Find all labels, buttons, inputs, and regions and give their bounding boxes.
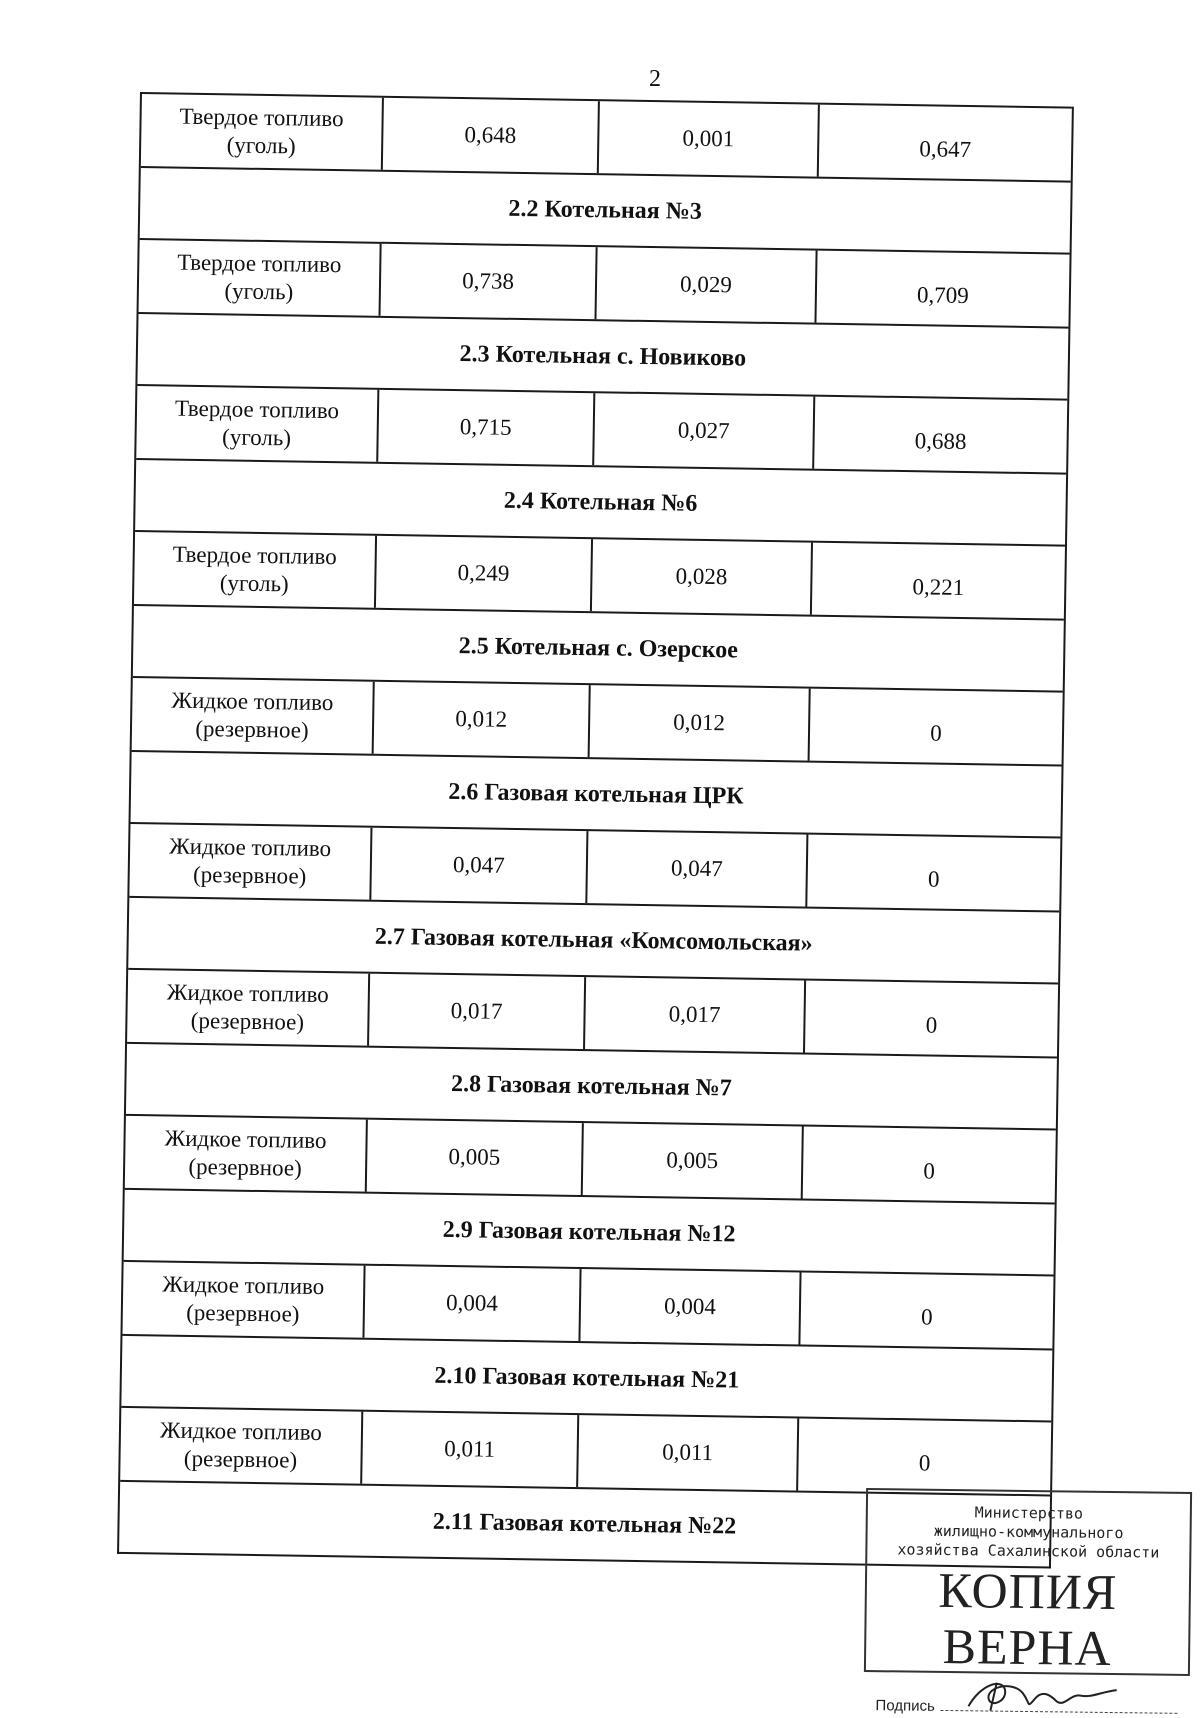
section-heading-row: 2.3 Котельная с. Новиково xyxy=(137,312,1068,399)
value-text: 0,012 xyxy=(673,709,726,736)
fuel-type-label: Твердое топливо xyxy=(179,103,344,132)
value-text: 0,029 xyxy=(679,271,733,298)
table-row xyxy=(132,676,1063,765)
value-text: 0 xyxy=(930,720,942,746)
value-cell xyxy=(581,1123,802,1198)
table-row xyxy=(127,968,1058,1057)
handwritten-signature xyxy=(961,1674,1121,1716)
fuel-type-label: Жидкое топливо xyxy=(159,1417,323,1446)
value-text: 0,011 xyxy=(662,1439,714,1466)
value-text: 0,221 xyxy=(912,574,965,601)
page-number: 2 xyxy=(649,66,661,92)
fuel-type-cell xyxy=(129,824,370,900)
value-cell xyxy=(817,105,1072,181)
value-cell xyxy=(369,828,586,903)
value-text: 0,004 xyxy=(445,1289,499,1316)
value-text: 0,047 xyxy=(452,852,505,878)
signature-line xyxy=(941,1680,1178,1714)
value-text: 0,012 xyxy=(455,706,508,732)
fuel-type-label: Жидкое топливо xyxy=(164,1125,327,1154)
fuel-type-label: (уголь) xyxy=(219,570,289,597)
fuel-type-cell xyxy=(134,532,375,608)
value-cell xyxy=(594,247,815,322)
section-heading-row: 2.7 Газовая котельная «Комсомольская» xyxy=(128,896,1059,983)
stamp-sign-label: Подпись xyxy=(875,1697,935,1715)
value-text: 0,249 xyxy=(457,560,510,586)
value-cell xyxy=(803,981,1058,1057)
value-text: 0,715 xyxy=(459,414,512,440)
value-cell xyxy=(801,1127,1056,1203)
section-heading-row: 2.2 Котельная №3 xyxy=(140,166,1071,253)
value-cell xyxy=(360,1412,577,1487)
fuel-type-label: Жидкое топливо xyxy=(171,687,334,716)
table-row xyxy=(139,238,1070,327)
fuel-type-label: Твердое топливо xyxy=(172,541,337,570)
value-text: 0,709 xyxy=(916,282,969,309)
fuel-type-cell xyxy=(122,1262,363,1338)
fuel-type-label: Твердое топливо xyxy=(174,395,340,424)
section-heading-row: 2.5 Котельная с. Озерское xyxy=(133,604,1064,691)
value-text: 0,027 xyxy=(677,417,730,444)
value-text: 0 xyxy=(923,1158,936,1184)
fuel-type-label: (уголь) xyxy=(224,278,294,305)
fuel-type-label: (резервное) xyxy=(190,1007,305,1035)
value-text: 0,017 xyxy=(668,1001,721,1028)
value-cell xyxy=(365,1120,582,1195)
value-cell xyxy=(376,390,593,465)
stamp-ministry-line: хозяйства Сахалинской области xyxy=(897,1540,1160,1562)
value-cell xyxy=(585,831,806,906)
fuel-type-label: (резервное) xyxy=(185,1299,300,1327)
certification-stamp xyxy=(864,1488,1192,1715)
section-heading-row: 2.9 Газовая котельная №12 xyxy=(124,1188,1055,1275)
section-heading-row: 2.6 Газовая котельная ЦРК xyxy=(131,750,1062,837)
value-cell xyxy=(362,1266,579,1341)
value-text: 0 xyxy=(927,866,940,892)
fuel-type-label: (уголь) xyxy=(226,132,296,159)
table-row xyxy=(136,384,1067,473)
value-cell xyxy=(592,393,813,468)
value-cell xyxy=(578,1269,799,1344)
fuel-type-cell xyxy=(120,1408,361,1484)
value-cell xyxy=(374,536,591,611)
value-cell xyxy=(372,682,589,757)
table-row xyxy=(141,92,1072,181)
value-cell xyxy=(590,539,811,614)
fuel-reserve-table xyxy=(117,92,1074,1568)
value-cell xyxy=(367,974,584,1049)
value-text: 0,004 xyxy=(663,1293,717,1320)
fuel-type-cell xyxy=(141,94,382,170)
table-row xyxy=(120,1406,1051,1495)
section-heading-row: 2.11 Газовая котельная №22 xyxy=(119,1480,1050,1567)
table-row xyxy=(125,1114,1056,1203)
fuel-type-label: (резервное) xyxy=(195,715,309,743)
value-text: 0,005 xyxy=(448,1143,501,1170)
fuel-type-cell xyxy=(127,970,368,1046)
section-heading-row: 2.8 Газовая котельная №7 xyxy=(126,1042,1057,1129)
table-row xyxy=(129,822,1060,911)
fuel-type-label: Жидкое топливо xyxy=(166,979,329,1008)
fuel-type-label: Жидкое топливо xyxy=(168,833,332,862)
value-cell xyxy=(796,1418,1051,1494)
table-row xyxy=(122,1260,1053,1349)
value-text: 0 xyxy=(920,1304,933,1330)
fuel-type-cell xyxy=(132,678,373,754)
value-text: 0,047 xyxy=(670,855,723,882)
value-cell xyxy=(814,251,1069,327)
value-text: 0,005 xyxy=(666,1147,719,1174)
value-cell xyxy=(810,543,1065,619)
value-text: 0,738 xyxy=(462,268,515,294)
value-cell xyxy=(808,689,1063,765)
value-cell xyxy=(379,244,596,319)
value-text: 0,017 xyxy=(450,997,503,1024)
value-cell xyxy=(812,397,1067,473)
fuel-type-cell xyxy=(125,1116,366,1192)
section-heading-row: 2.10 Газовая котельная №21 xyxy=(121,1334,1052,1421)
stamp-signature-row xyxy=(875,1679,1187,1718)
stamp-title: КОПИЯ ВЕРНА xyxy=(938,1561,1118,1677)
value-text: 0,648 xyxy=(464,122,517,148)
fuel-type-cell xyxy=(139,240,380,316)
value-text: 0 xyxy=(918,1450,931,1476)
fuel-type-label: (резервное) xyxy=(183,1445,298,1473)
table-row xyxy=(134,530,1065,619)
value-text: 0,028 xyxy=(675,563,728,590)
fuel-type-label: (резервное) xyxy=(192,861,307,889)
value-text: 0,001 xyxy=(682,125,735,152)
fuel-type-label: Жидкое топливо xyxy=(162,1271,325,1300)
value-cell xyxy=(576,1415,797,1490)
value-cell xyxy=(588,685,809,760)
fuel-type-label: Твердое топливо xyxy=(177,249,342,278)
stamp-ministry-line: Министерство xyxy=(974,1503,1084,1523)
value-cell xyxy=(805,835,1060,911)
stamp-ministry-line: жилищно-коммунального xyxy=(933,1521,1124,1543)
fuel-type-label: (резервное) xyxy=(188,1153,302,1181)
value-cell xyxy=(798,1273,1053,1349)
value-text: 0 xyxy=(925,1012,938,1038)
value-cell xyxy=(583,977,804,1052)
section-heading-row: 2.4 Котельная №6 xyxy=(135,458,1066,545)
fuel-type-label: (уголь) xyxy=(221,424,292,451)
value-cell xyxy=(381,98,598,173)
fuel-type-cell xyxy=(136,386,377,462)
value-text: 0,688 xyxy=(914,428,967,455)
value-text: 0,647 xyxy=(919,136,972,163)
value-cell xyxy=(597,101,818,176)
value-text: 0,011 xyxy=(444,1435,496,1462)
